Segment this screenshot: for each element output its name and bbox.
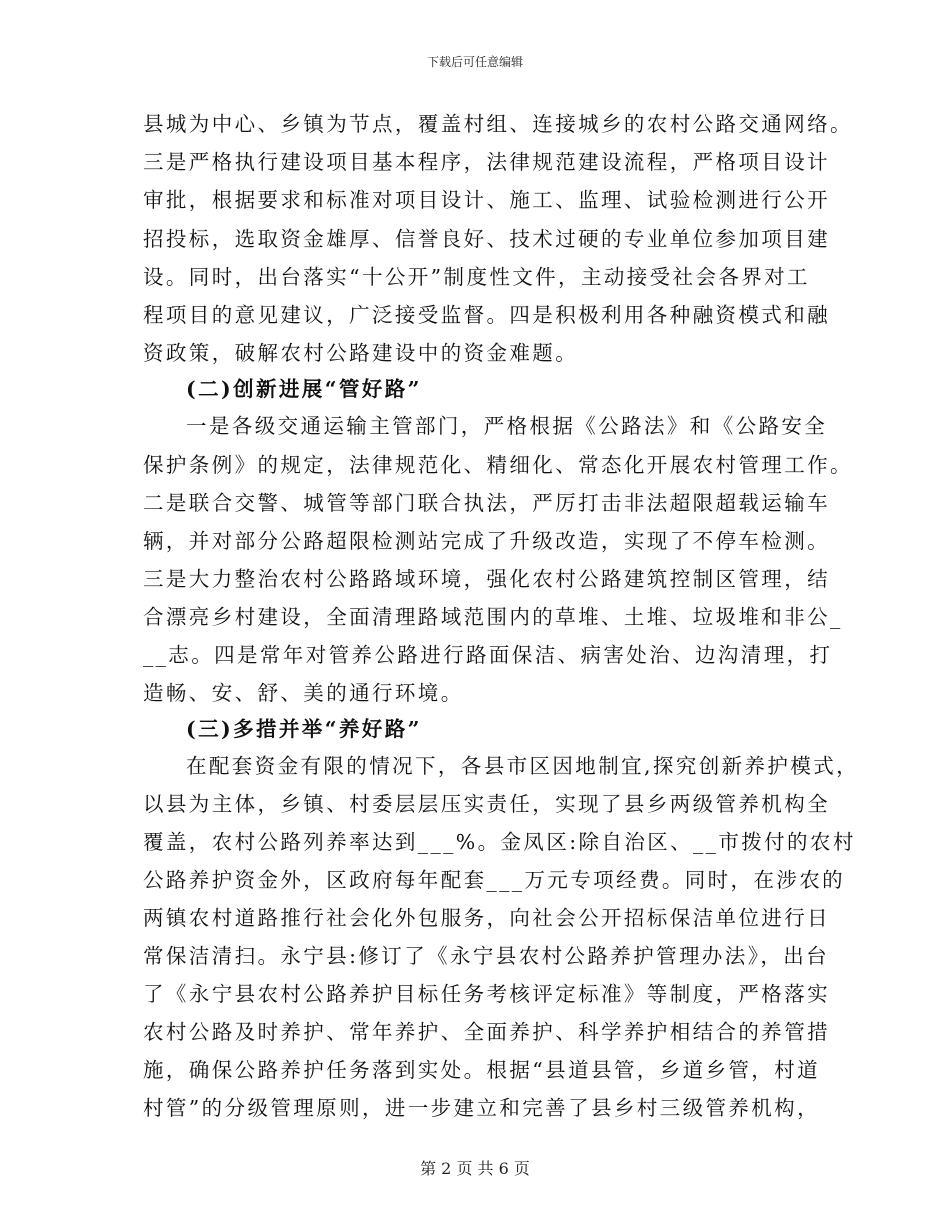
text-line: 造畅、安、舒、美的通行环境。 [143, 681, 464, 705]
text-line: 农村公路及时养护、常年养护、全面养护、科学养护相结合的养管措 [143, 1020, 830, 1044]
text-line: 公路养护资金外，区政府每年配套___万元专项经费。同时，在涉农的 [143, 868, 846, 892]
section-heading: (二)创新进展“管好路” [186, 377, 422, 401]
text-line: 一是各级交通运输主管部门，严格根据《公路法》和《公路安全 [186, 414, 828, 438]
text-line: 资政策，破解农村公路建设中的资金难题。 [143, 341, 579, 365]
text-line: 覆盖，农村公路列养率达到___%。金凤区:除自治区、__市拨付的农村 [143, 830, 856, 854]
text-line: 村管”的分级管理原则，进一步建立和完善了县乡村三级管养机构， [143, 1096, 820, 1120]
text-line: 在配套资金有限的情况下，各县市区因地制宜,探究创新养护模式， [186, 754, 860, 778]
page-footer: 第 2 页 共 6 页 [420, 1159, 530, 1178]
text-line: 保护条例》的规定，法律规范化、精细化、常态化开展农村管理工作。 [143, 453, 853, 477]
section-heading: (三)多措并举“养好路” [186, 717, 422, 741]
text-line: 辆，并对部分公路超限检测站完成了升级改造，实现了不停车检测。 [143, 529, 830, 553]
text-line: 了《永宁县农村公路养护目标任务考核评定标准》等制度，严格落实 [143, 982, 830, 1006]
text-line: 三是大力整治农村公路路域环境，强化农村公路建筑控制区管理，结 [143, 567, 830, 591]
page-header: 下载后可任意编辑 [426, 55, 523, 69]
text-line: 三是严格执行建设项目基本程序，法律规范建设流程，严格项目设计 [143, 150, 830, 174]
text-line: 以县为主体，乡镇、村委层层压实责任，实现了县乡两级管养机构全 [143, 792, 830, 816]
text-line: 常保洁清扫。永宁县:修订了《永宁县农村公路养护管理办法》，出台 [143, 944, 830, 968]
text-line: 合漂亮乡村建设，全面清理路域范围内的草堆、土堆、垃圾堆和非公_ [143, 605, 843, 629]
text-line: 程项目的意见建议，广泛接受监督。四是积极利用各种融资模式和融 [143, 303, 830, 327]
text-line: __志。四是常年对管养公路进行路面保洁、病害处治、边沟清理，打 [143, 643, 833, 667]
text-line: 审批，根据要求和标准对项目设计、施工、监理、试验检测进行公开 [143, 188, 830, 212]
text-line: 施，确保公路养护任务落到实处。根据“县道县管，乡道乡管，村道 [143, 1058, 820, 1082]
text-line: 两镇农村道路推行社会化外包服务，向社会公开招标保洁单位进行日 [143, 906, 830, 930]
text-line: 县城为中心、乡镇为节点，覆盖村组、连接城乡的农村公路交通网络。 [143, 112, 853, 136]
text-line: 二是联合交警、城管等部门联合执法，严厉打击非法超限超载运输车 [143, 491, 830, 515]
text-line: 设。同时，出台落实“十公开”制度性文件，主动接受社会各界对工 [143, 265, 810, 289]
text-line: 招投标，选取资金雄厚、信誉良好、技术过硬的专业单位参加项目建 [143, 227, 830, 251]
